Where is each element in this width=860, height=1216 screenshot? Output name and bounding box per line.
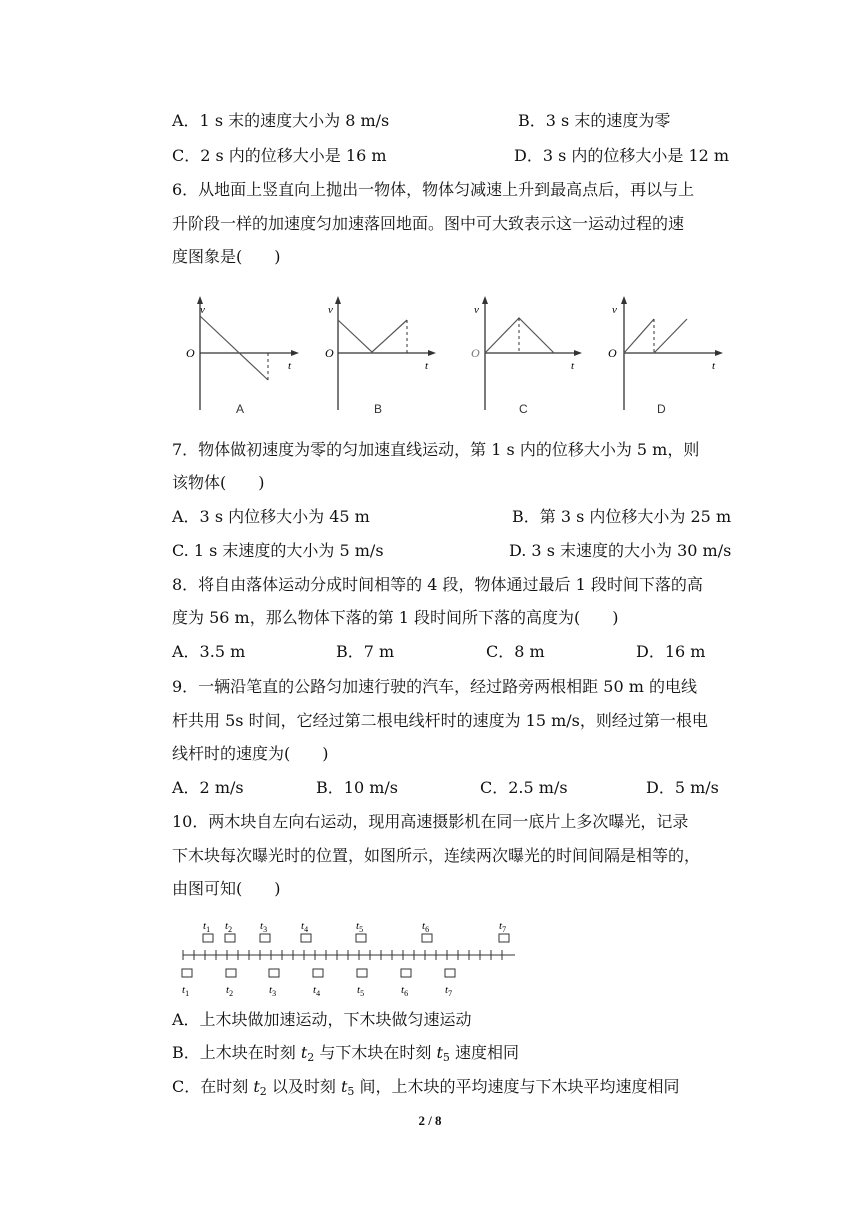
lower-time-label: $t_7$ (445, 984, 453, 998)
q6d-axis-t: t (712, 360, 716, 372)
lower-block (182, 969, 192, 977)
lower-time-label: $t_6$ (401, 984, 409, 998)
q6-graph-label-c: C (519, 402, 528, 416)
q8-stem-line1: 8．将自由落体运动分成时间相等的 4 段，物体通过最后 1 段时间下落的高 (172, 575, 703, 594)
q6-graph-b (322, 292, 462, 422)
q6-stem-line1: 6．从地面上竖直向上抛出一物体，物体匀减速上升到最高点后，再以与上 (172, 180, 695, 199)
upper-block (260, 934, 270, 942)
q6d-origin: O (608, 346, 617, 360)
upper-block (499, 934, 509, 942)
q10-stem-line1: 10．两木块自左向右运动，现用高速摄影机在同一底片上多次曝光，记录 (172, 812, 689, 831)
lower-block (313, 969, 323, 977)
q6c-axis-v: v (474, 304, 479, 316)
page-number: 2 / 8 (418, 1113, 442, 1128)
upper-block (301, 934, 311, 942)
q7-stem-line2: 该物体( ) (172, 473, 265, 492)
upper-block (422, 934, 432, 942)
q7-stem-line1: 7．物体做初速度为零的匀加速直线运动，第 1 s 内的位移大小为 5 m，则 (172, 440, 700, 459)
q5-option-c: C．2 s 内的位移大小是 16 m (172, 146, 387, 165)
q10-option-b: B．上木块在时刻 $t_2$ 与下木块在时刻 $t_5$ 速度相同 (172, 1043, 520, 1064)
upper-time-label: $t_5$ (356, 920, 364, 934)
q6-graph-label-b: B (374, 402, 383, 416)
lower-time-label: $t_2$ (226, 984, 234, 998)
q10-option-c: C．在时刻 $t_2$ 以及时刻 $t_5$ 间，上木块的平均速度与下木块平均速度相同 (172, 1077, 680, 1098)
q6c-axis-t: t (571, 360, 575, 372)
q10-exposure-figure (170, 915, 530, 1005)
lower-block-positions (182, 969, 455, 998)
upper-block-positions (203, 920, 509, 942)
lower-block (226, 969, 236, 977)
q8-option-a: A．3.5 m (172, 642, 246, 661)
q5-option-a: A．1 s 末的速度大小为 8 m/s (172, 111, 390, 130)
q6-graph-d (602, 292, 742, 422)
q8-stem-line2: 度为 56 m，那么物体下落的第 1 段时间所下落的高度为( ) (172, 608, 619, 627)
q6a-axis-v: v (200, 304, 205, 316)
lower-time-label: $t_5$ (357, 984, 365, 998)
upper-block (225, 934, 235, 942)
q6a-origin: O (186, 346, 195, 360)
upper-time-label: $t_1$ (203, 920, 211, 934)
q8-option-c: C．8 m (486, 642, 545, 661)
q6d-axis-v: v (612, 304, 617, 316)
lower-block (269, 969, 279, 977)
q6-stem-line2: 升阶段一样的加速度匀加速落回地面。图中可大致表示这一运动过程的速 (172, 214, 685, 233)
q10-stem-line2: 下木块每次曝光时的位置，如图所示，连续两次曝光的时间间隔是相等的， (172, 846, 701, 865)
q6-stem-line3: 度图象是( ) (172, 247, 281, 266)
q10-option-a: A．上木块做加速运动，下木块做匀速运动 (172, 1010, 472, 1029)
lower-block (401, 969, 411, 977)
lower-time-label: $t_1$ (182, 984, 190, 998)
q7-option-a: A．3 s 内位移大小为 45 m (172, 507, 370, 526)
q9-option-a: A．2 m/s (172, 778, 244, 797)
upper-time-label: $t_6$ (422, 920, 430, 934)
lower-time-label: $t_3$ (269, 984, 277, 998)
q9-stem-line3: 线杆时的速度为( ) (172, 744, 329, 763)
q9-option-d: D．5 m/s (646, 778, 719, 797)
q9-stem-line1: 9．一辆沿笔直的公路匀加速行驶的汽车，经过路旁两根相距 50 m 的电线 (172, 677, 697, 696)
q10-stem-line3: 由图可知( ) (172, 879, 281, 898)
q6-graph-label-d: D (657, 402, 666, 416)
q8-option-d: D．16 m (636, 642, 706, 661)
q9-option-c: C．2.5 m/s (480, 778, 568, 797)
q7-option-d: D. 3 s 末速度的大小为 30 m/s (509, 541, 732, 560)
q8-option-b: B．7 m (336, 642, 395, 661)
upper-time-label: $t_4$ (301, 920, 309, 934)
q6b-axis-t: t (425, 360, 429, 372)
q6-graph-label-a: A (236, 402, 245, 416)
upper-time-label: $t_2$ (225, 920, 233, 934)
lower-block (445, 969, 455, 977)
lower-block (357, 969, 367, 977)
lower-time-label: $t_4$ (313, 984, 321, 998)
q6b-axis-v: v (328, 304, 333, 316)
upper-block (203, 934, 213, 942)
q5-option-b: B．3 s 末的速度为零 (518, 111, 671, 130)
upper-time-label: $t_3$ (260, 920, 268, 934)
q9-stem-line2: 杆共用 5s 时间，它经过第二根电线杆时的速度为 15 m/s，则经过第一根电 (172, 711, 708, 730)
q5-option-d: D．3 s 内的位移大小是 12 m (514, 146, 730, 165)
q6a-axis-t: t (288, 360, 292, 372)
q6-graph-c (466, 292, 606, 422)
q6b-origin: O (325, 346, 334, 360)
q7-option-c: C. 1 s 末速度的大小为 5 m/s (172, 541, 384, 560)
upper-time-label: $t_7$ (499, 920, 507, 934)
q7-option-b: B．第 3 s 内位移大小为 25 m (512, 507, 732, 526)
q6c-origin: O (471, 346, 480, 360)
upper-block (356, 934, 366, 942)
q9-option-b: B．10 m/s (316, 778, 398, 797)
